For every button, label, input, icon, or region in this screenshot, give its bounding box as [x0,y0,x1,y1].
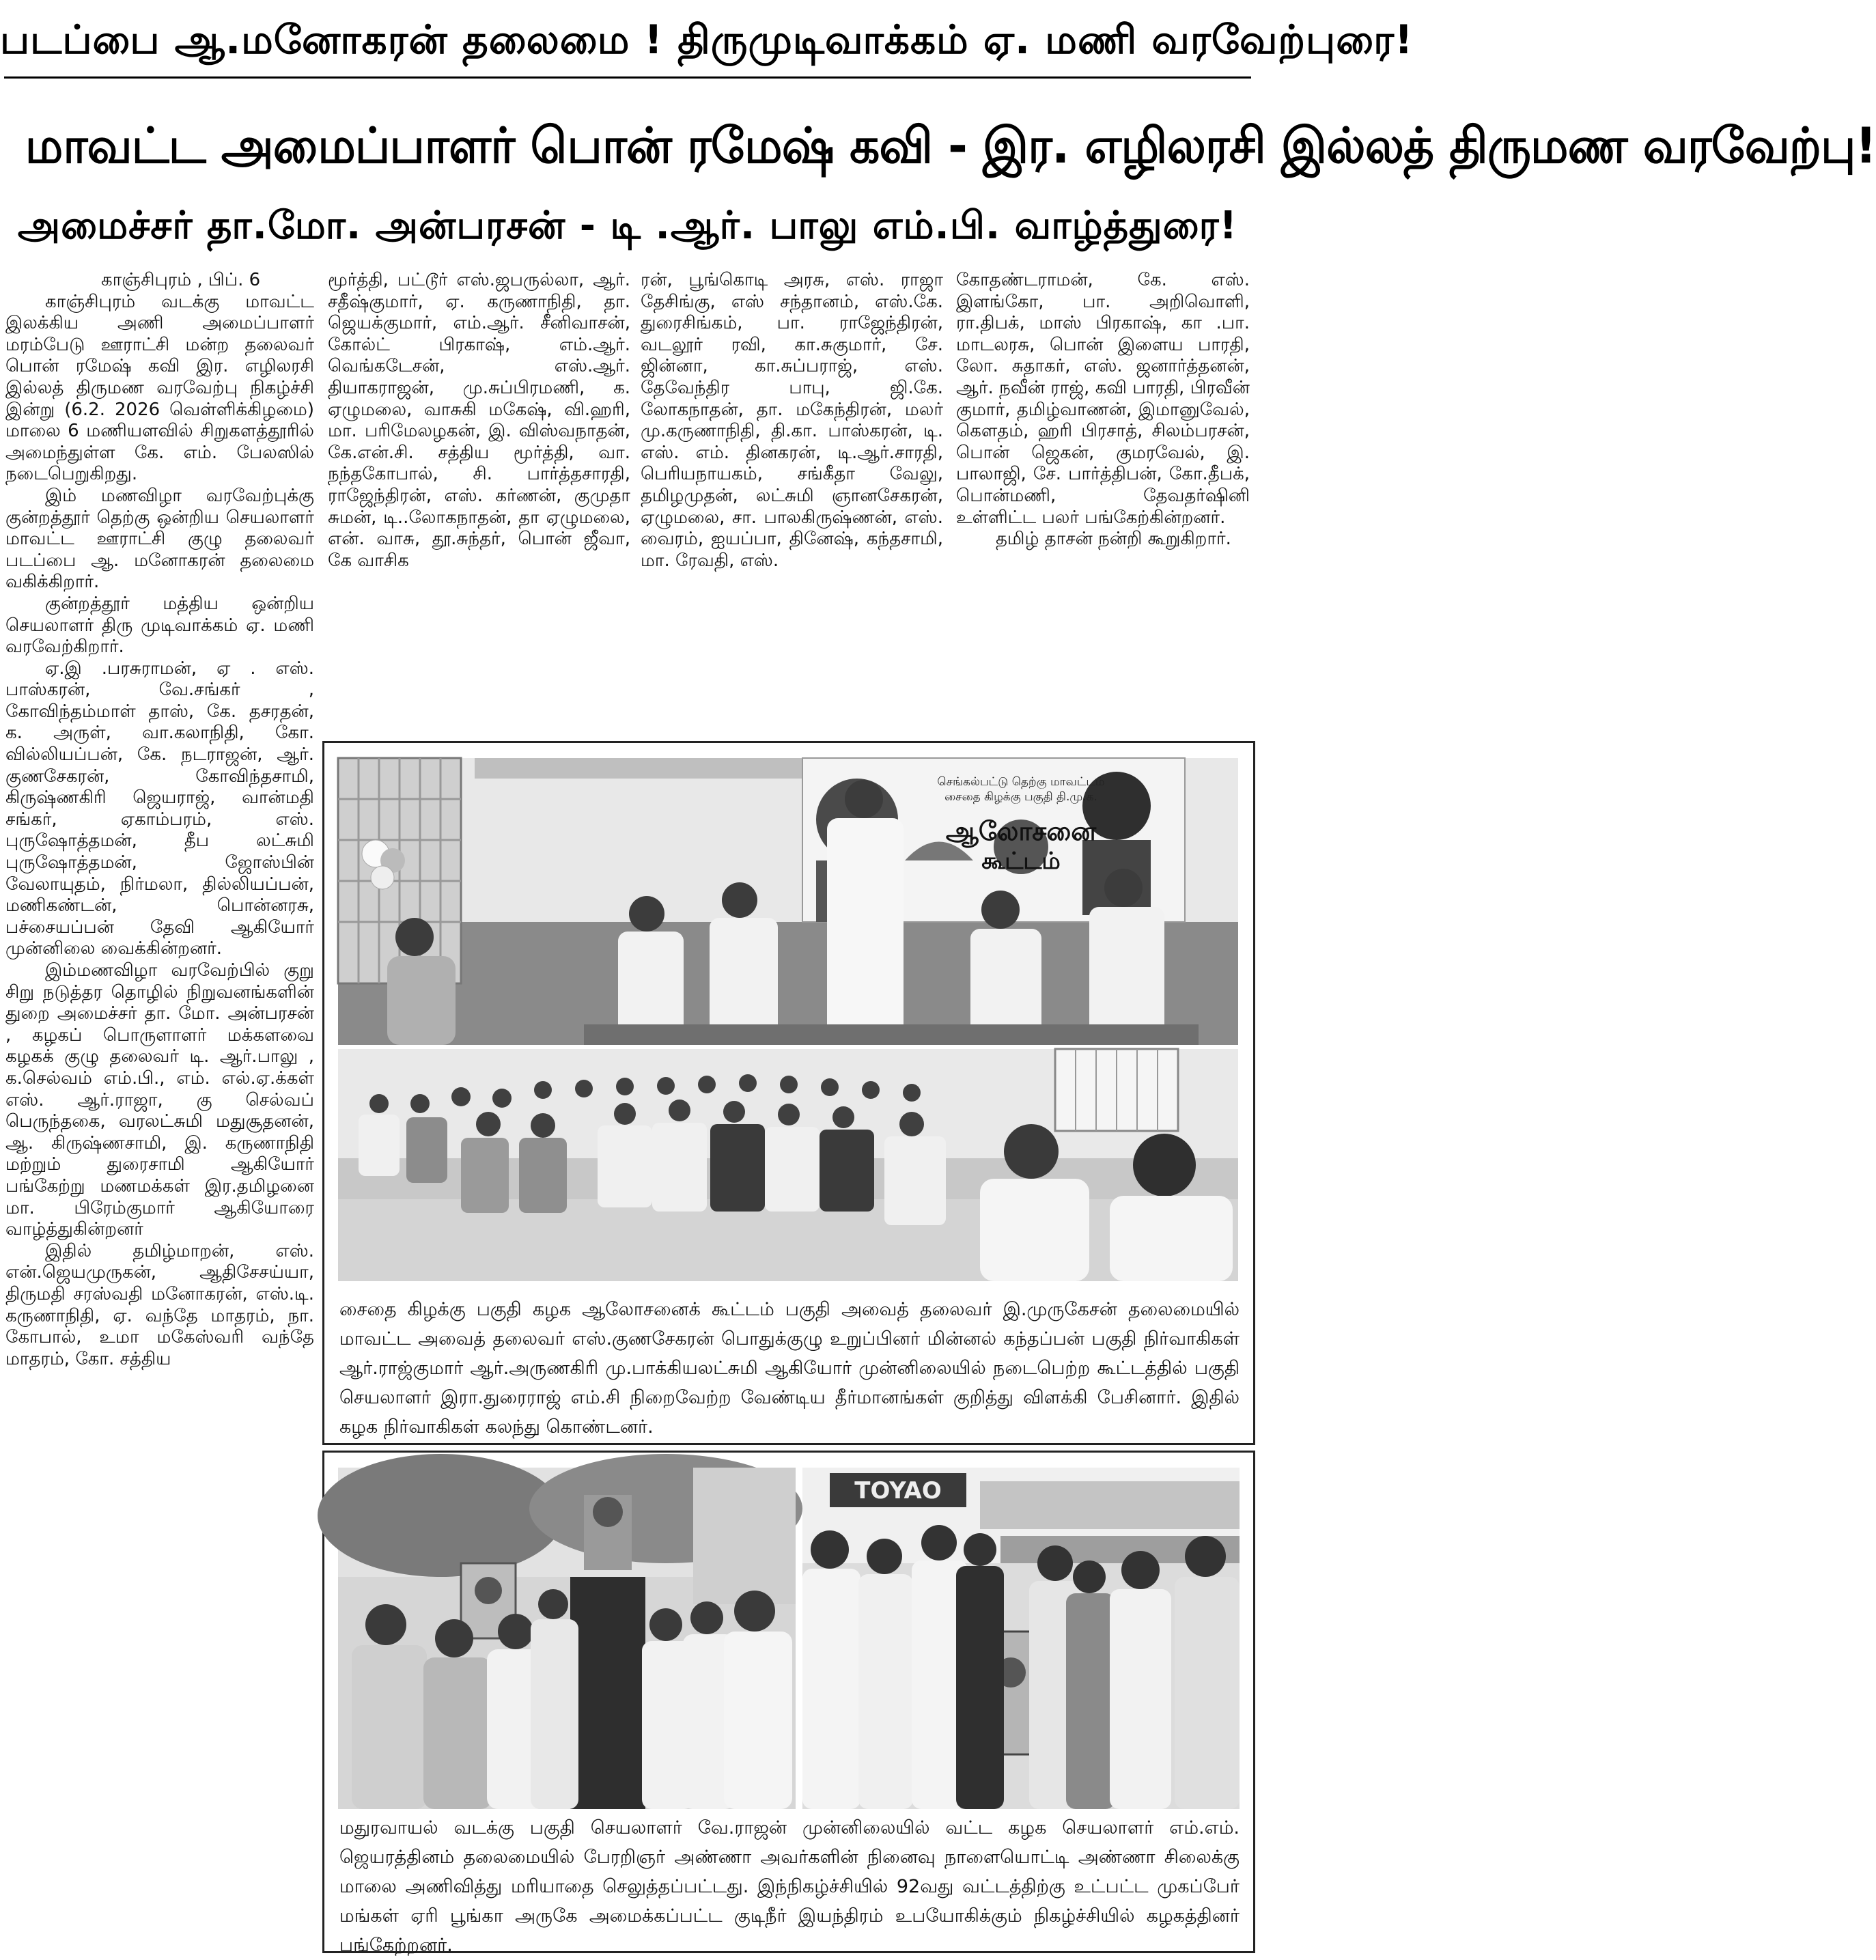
article-paragraph: குன்றத்தூர் மத்திய ஒன்றிய செயலாளர் திரு முடிவாக்கம் ஏ. மணி வரவேற்கிறார். [5,593,314,658]
article-paragraph: ஏ.இ .பரசுராமன், ஏ . எஸ். பாஸ்கரன், வே.சங்கர் , கோவிந்தம்மாள் தாஸ், கே. தசரதன், க. அருள், வா.கலாநிதி, கோ. வில்லியப்பன், கே. நடராஜன், ஆர். குணசேகரன், கோவிந்தசாமி, கிருஷ்ணகிரி ஜெயராஜ், வான்மதி சங்கர், ஏகாம்பரம், எஸ். புருஷோத்தமன், தீப லட்சுமி புருஷோத்தமன், ஜோஸ்பின் வேலாயுதம், நிர்மலா, தில்லியப்பன், மணிகண்டன், பொன்னரசு, பச்சையப்பன் தேவி ஆகியோர் முன்னிலை வைக்கின்றனர். [5,658,314,960]
article-paragraph: இம்மணவிழா வரவேற்பில் குறு சிறு நடுத்தர தொழில் நிறுவனங்களின் துறை அமைச்சர் தா. மோ. அன்பரசன் , கழகப் பொருளாளர் மக்களவை கழகக் குழு தலைவர் டி. ஆர்.பாலு , க.செல்வம் எம்.பி., எம். எல்.ஏ.க்கள் எஸ். ஆர்.ராஜா, கு செல்வப் பெருந்தகை, வரலட்சுமி மதுசூதனன், ஆ. கிருஷ்ணசாமி, இ. கருணாநிதி மற்றும் துரைசாமி ஆகியோர் பங்கேற்று மணமக்கள் இர.தமிழனை மா. பிரேம்குமார் ஆகியோரை வாழ்த்துகின்றனர் [5,960,314,1240]
anna-tribute-caption: மதுரவாயல் வடக்கு பகுதி செயலாளர் வே.ராஜன் முன்னிலையில் வட்ட கழக செயலாளர் எம்.எம். ஜெயரத்தினம் தலைமையில் பேரறிஞர் அண்ணா அவர்களின் நினைவு நாளையொட்டி அண்ணா சிலைக்கு மாலை அணிவித்து மரியாதை செலுத்தப்பட்டது. இந்நிகழ்ச்சியில் 92வது வட்டத்திற்கு உட்பட்ட முகப்பேர் மங்கள் ஏரி பூங்கா அருகே அமைக்கப்பட்ட குடிநீர் இயந்திரம் உபயோகிக்கும் நிகழ்ச்சியில் கழகத்தினர் பங்கேற்றனர். [339,1817,1240,1956]
meeting-stage-image [338,758,1238,1045]
article-paragraph: ரன், பூங்கொடி அரசு, எஸ். ராஜா தேசிங்கு, எஸ் சந்தானம், எஸ்.கே. துரைசிங்கம், பா. ராஜேந்திரன், வடலூர் ரவி, கா.சுகுமார், சே. ஜின்னா, கா.சுப்பராஜ், எஸ். தேவேந்திர பாபு, ஜி.கே. லோகநாதன், தா. மகேந்திரன், மலர் மு.கருணாநிதி, தி.கா. பாஸ்கரன், டி. எஸ். எம். தினகரன், டி.ஆர்.சாரதி, பெரியநாயகம், சங்கீதா வேலு, தமிழமுதன், லட்சுமி ஞானசேகரன், ஏழுமலை, சா. பாலகிருஷ்ணன், எஸ். வைரம், ஐயப்பா, தினேஷ், கந்தசாமி, மா. ரேவதி, எஸ். [641,270,943,571]
article-paragraph: காஞ்சிபுரம் வடக்கு மாவட்ட இலக்கிய அணி அமைப்பாளர் மரம்பேடு ஊராட்சி மன்ற தலைவர் பொன் ரமேஷ் கவி இர. எழிலரசி இல்லத் திருமண வரவேற்பு நிகழ்ச்சி இன்று (6.2. 2026 வெள்ளிக்கிழமை) மாலை 6 மணியளவில் சிறுகளத்தூரில் அமைந்துள்ள கே. எம். பேலஸில் நடைபெறுகிறது. [5,291,314,485]
article-column-1 [5,270,314,1950]
meeting-stage-photo [338,758,1238,1045]
article-column-2 [328,270,630,734]
meeting-audience-image [338,1049,1238,1281]
water-dispenser-image [802,1468,1240,1809]
headline-rule [4,76,1251,79]
anna-statue-image [338,1468,796,1809]
article-column-3 [641,270,943,734]
sub-headline: அமைச்சர் தா.மோ. அன்பரசன் - டி .ஆர். பாலு எம்.பி. வாழ்த்துரை! [17,204,1238,248]
banner-line-1: செங்கல்பட்டு தெற்கு மாவட்டம் [937,775,1105,789]
article-paragraph: மூர்த்தி, பட்டூர் எஸ்.ஜபருல்லா, ஆர். சதீஷ்குமார், ஏ. கருணாநிதி, தா. ஜெயக்குமார், எம்.ஆர். சீனிவாசன், கோல்ட் பிரகாஷ், எம்.ஆர். வெங்கடேசன், எஸ்.ஆர். தியாகராஜன், மு.சுப்பிரமணி, க. ஏழுமலை, வாசுகி மகேஷ், வி.ஹரி, மா. பரிமேலழகன், இ. விஸ்வநாதன், கே.என்.சி. சத்திய மூர்த்தி, வா. நந்தகோபால், சி. பார்த்தசாரதி, ராஜேந்திரன், எஸ். கர்ணன், குமுதா சுமன், டி..லோகநாதன், தா ஏழுமலை, என். வாசு, தூ.சுந்தர், பொன் ஜீவா, கே வாசிக [328,270,630,571]
shop-sign: TOYAO [854,1477,942,1504]
anna-statue-photo [338,1468,796,1809]
photo-box-meeting [322,741,1255,1445]
article-column-4 [956,270,1250,734]
main-headline: மாவட்ட அமைப்பாளர் பொன் ரமேஷ் கவி - இர. எழிலரசி இல்லத் திருமண வரவேற்பு! [25,117,1876,174]
banner-title-2: கூட்டம் [981,848,1061,875]
banner-line-2: சைதை கிழக்கு பகுதி தி.மு.க. [944,790,1097,804]
banner-title-1: ஆலோசனை [945,816,1097,846]
photo-box-anna-tribute [322,1451,1255,1956]
article-thanks: தமிழ் தாசன் நன்றி கூறுகிறார். [996,529,1231,550]
article-paragraph: இம் மணவிழா வரவேற்புக்கு குன்றத்தூர் தெற்கு ஒன்றிய செயலாளர் மாவட்ட ஊராட்சி குழு தலைவர் படப்பை ஆ. மனோகரன் தலைமை வகிக்கிறார். [5,485,314,593]
article-paragraph: கோதண்டராமன், கே. எஸ். இளங்கோ, பா. அறிவொளி, ரா.திபக், மாஸ் பிரகாஷ், கா .பா. மாடலரசு, பொன் இளைய பாரதி, லோ. சுதாகர், எஸ். ஜனார்த்தனன், ஆர். நவீன் ராஜ், கவி பாரதி, பிரவீன் குமார், தமிழ்வாணன், இமானுவேல், கௌதம், ஹரி பிரசாத், சிலம்பரசன், பொன் ஜெகன், குமரவேல், இ. பாலாஜி, சே. பார்த்திபன், கோ.தீபக், பொன்மணி, தேவதர்ஷினி உள்ளிட்ட பலர் பங்கேற்கின்றனர். [956,270,1250,528]
meeting-audience-photo [338,1049,1238,1281]
article-paragraph: இதில் தமிழ்மாறன், எஸ். என்.ஜெயமுருகன், ஆதிசேசய்யா, திருமதி சரஸ்வதி மனோகரன், எஸ்.டி. கருணாநிதி, ஏ. வந்தே மாதரம், நா. கோபால், உமா மகேஸ்வரி வந்தே மாதரம், கோ. சத்திய [5,1240,314,1369]
meeting-photo-caption: சைதை கிழக்கு பகுதி கழக ஆலோசனைக் கூட்டம் பகுதி அவைத் தலைவர் இ.முருகேசன் தலைமையில் மாவட்ட அவைத் தலைவர் எஸ்.குணசேகரன் பொதுக்குழு உறுப்பினர் மின்னல் கந்தப்பன் பகுதி நிர்வாகிகள் ஆர்.ராஜ்குமார் ஆர்.அருணகிரி மு.பாக்கியலட்சுமி ஆகியோர் முன்னிலையில் நடைபெற்ற கூட்டத்தில் பகுதி செயலாளர் இரா.துரைராஜ் எம்.சி நிறைவேற்ற வேண்டிய தீர்மானங்கள் குறித்து விளக்கி பேசினார். இதில் கழக நிர்வாகிகள் கலந்து கொண்டனர். [339,1299,1240,1438]
dateline: காஞ்சிபுரம் , பிப். 6 [101,270,261,290]
water-dispenser-photo [802,1468,1240,1809]
top-headline: படப்பை ஆ.மனோகரன் தலைமை ! திருமுடிவாக்கம் ஏ. மணி வரவேற்புரை! [0,16,1414,63]
